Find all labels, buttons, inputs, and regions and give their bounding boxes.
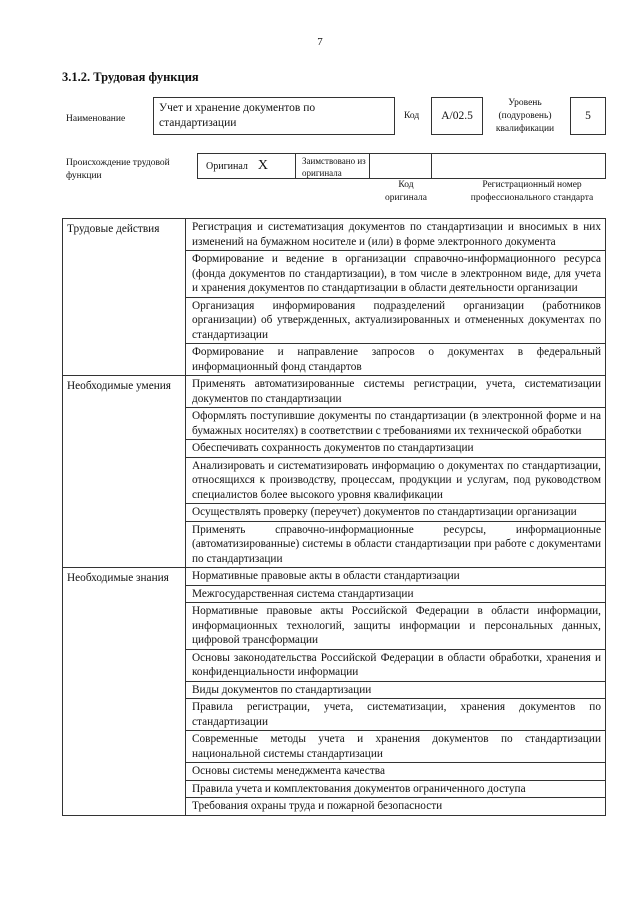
reg-caption: Регистрационный номер профессионального стандарта — [470, 180, 594, 203]
list-item: Нормативные правовые акты Российской Федерации в области информации, информационных технологий, защиты информации и персональных данных, цифровой трансформации — [186, 603, 606, 650]
table-row — [63, 219, 606, 251]
origin-label: Происхождение трудовой функции — [66, 158, 170, 181]
origin-reg-cell — [431, 153, 606, 179]
list-item: Применять автоматизированные системы регистрации, учета, систематизации документов по стандартизации — [186, 376, 606, 408]
list-item: Формирование и направление запросов о документах в федеральный информационный фонд стандартов — [186, 344, 606, 376]
list-item: Правила регистрации, учета, систематизации, хранения документов по стандартизации — [186, 699, 606, 731]
function-table — [62, 218, 606, 816]
code-caption: Код оригинала — [385, 180, 427, 203]
level-label: Уровень (подуровень) квалификации — [495, 98, 555, 134]
level-value: 5 — [570, 97, 606, 135]
name-label: Наименование — [66, 114, 126, 124]
list-item: Межгосударственная система стандартизации — [186, 585, 606, 603]
borrowed-label: Заимствовано из оригинала — [295, 153, 370, 179]
origin-original-cell — [197, 153, 296, 179]
list-item: Требования охраны труда и пожарной безопасности — [186, 798, 606, 816]
list-item: Осуществлять проверку (переучет) документов по стандартизации организации — [186, 504, 606, 522]
original-label: Оригинал — [206, 160, 248, 172]
page-number: 7 — [317, 36, 323, 48]
origin-code-cell — [369, 153, 432, 179]
list-item: Основы законодательства Российской Федерации в области обработки, хранения и конфиденциальности информации — [186, 649, 606, 681]
list-item: Анализировать и систематизировать информацию о документах по стандартизации, относящихся к производству, процессам, продукции и услугам, под руководством специалистов более высокого уровня квалификации — [186, 457, 606, 504]
section-label: Необходимые знания — [63, 568, 186, 816]
list-item: Виды документов по стандартизации — [186, 681, 606, 699]
list-item: Основы системы менеджмента качества — [186, 763, 606, 781]
section-label: Необходимые умения — [63, 376, 186, 568]
list-item: Применять справочно-информационные ресурсы, информационные (автоматизированные) системы в области стандартизации при работе с документами по стандартизации — [186, 521, 606, 568]
list-item: Регистрация и систематизация документов по стандартизации и вносимых в них изменений на бумажном носителе и (или) в форме электронного документа — [186, 219, 606, 251]
code-value: A/02.5 — [431, 97, 483, 135]
list-item: Организация информирования подразделений организации (работников организации) об утвержденных, актуализированных и отмененных документах по стандартизации — [186, 297, 606, 344]
table-row — [63, 376, 606, 408]
list-item: Современные методы учета и хранения документов по стандартизации национальной системы стандартизации — [186, 731, 606, 763]
list-item: Правила учета и комплектования документов ограниченного доступа — [186, 780, 606, 798]
origin-row — [197, 153, 606, 179]
list-item: Обеспечивать сохранность документов по стандартизации — [186, 440, 606, 458]
list-item: Формирование и ведение в организации справочно-информационного ресурса (фонда документов по стандартизации), в том числе в электронном виде, для учета и хранения документов по стандартизации в области деятельности организации — [186, 251, 606, 298]
list-item: Нормативные правовые акты в области стандартизации — [186, 568, 606, 586]
original-mark: X — [257, 158, 269, 173]
name-value: Учет и хранение документов по стандартизации — [153, 97, 395, 135]
list-item: Оформлять поступившие документы по стандартизации (в электронной форме и на бумажных носителях) в соответствии с требованиями их технической обработки — [186, 408, 606, 440]
section-label: Трудовые действия — [63, 219, 186, 376]
section-title: 3.1.2. Трудовая функция — [62, 70, 199, 84]
table-row — [63, 568, 606, 586]
code-label: Код — [404, 111, 420, 121]
